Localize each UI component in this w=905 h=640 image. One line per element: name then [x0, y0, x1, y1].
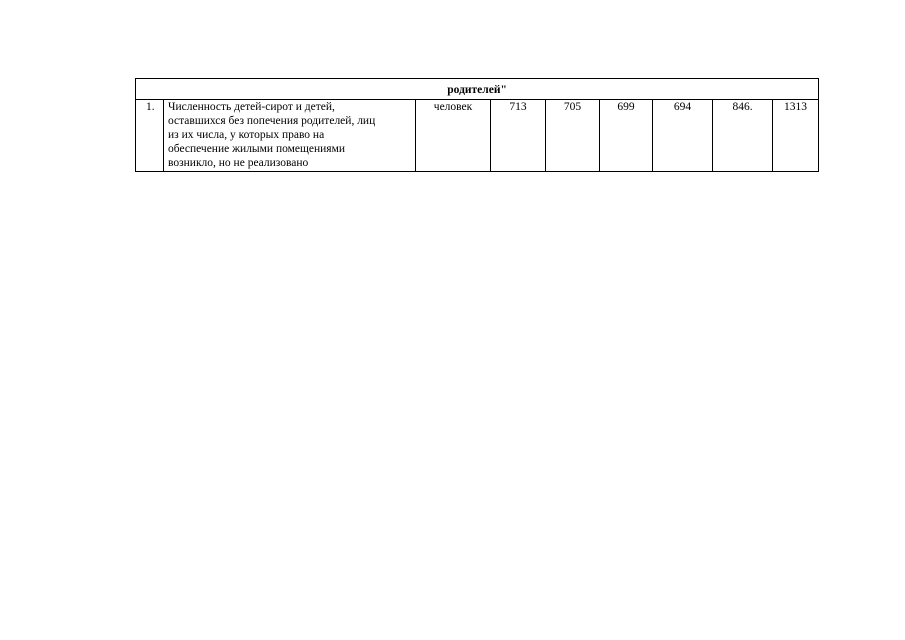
indicator-name-line: Численность детей-сирот и детей, — [168, 101, 335, 113]
indicator-name-line: оставшихся без попечения родителей, лиц — [168, 115, 376, 127]
indicator-name-line: из их числа, у которых право на — [168, 129, 325, 141]
table-row — [136, 100, 819, 172]
indicator-name-line: возникло, но не реализовано — [168, 157, 309, 169]
value-cell: 846. — [713, 100, 773, 172]
value-cell: 1313 — [773, 100, 819, 172]
value-cell: 705 — [546, 100, 600, 172]
row-number: 1. — [136, 100, 164, 172]
section-header-row — [136, 79, 819, 100]
indicator-table — [135, 78, 819, 172]
indicator-name-line: обеспечение жилыми помещениями — [168, 143, 346, 155]
unit-cell: человек — [416, 100, 491, 172]
value-cell: 694 — [653, 100, 713, 172]
value-cell: 713 — [491, 100, 546, 172]
indicator-name — [164, 100, 416, 172]
value-cell: 699 — [600, 100, 653, 172]
section-title: родителей" — [136, 79, 819, 100]
